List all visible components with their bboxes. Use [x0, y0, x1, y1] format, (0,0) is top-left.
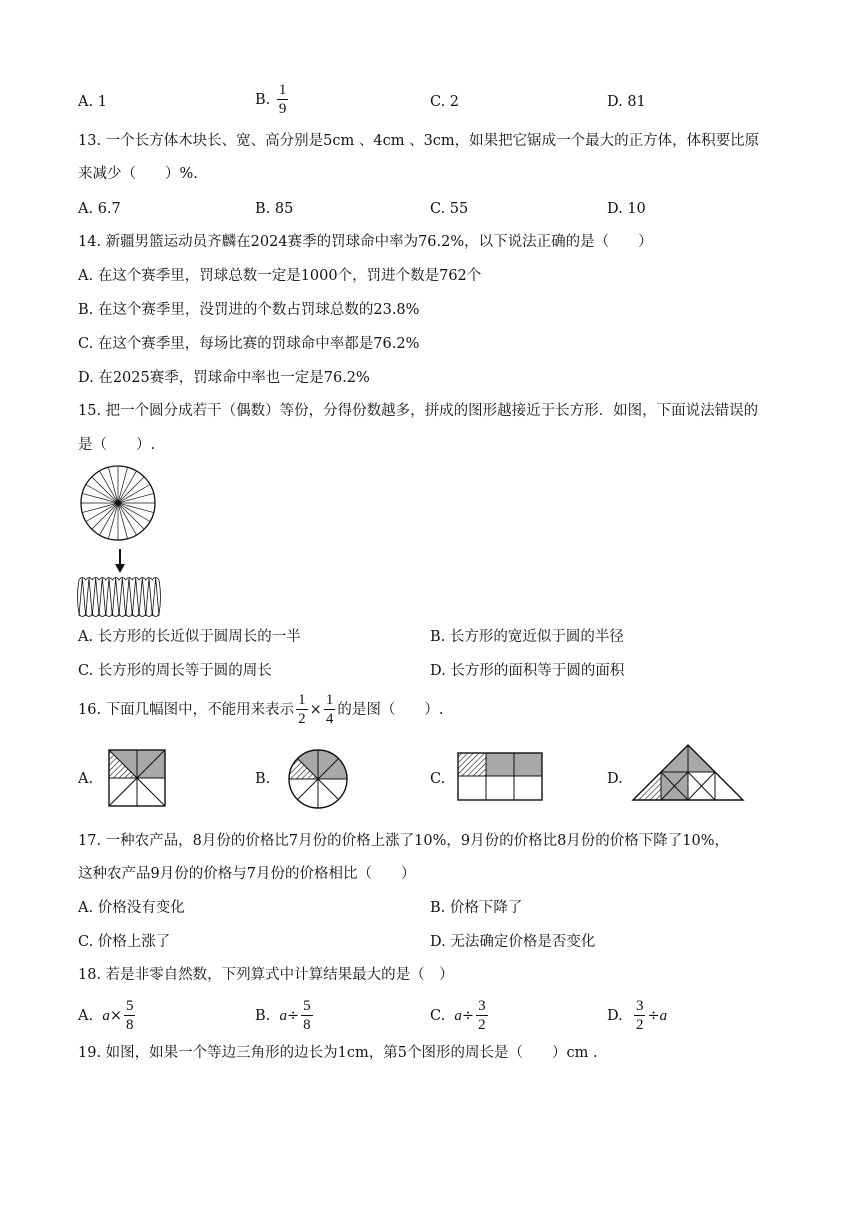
down-arrow-icon — [115, 564, 125, 573]
q15-option-d[interactable]: D. 长方形的面积等于圆的面积 — [430, 663, 625, 679]
q16-option-b-label[interactable]: B. — [255, 771, 271, 787]
q13-option-a[interactable]: A. 6.7 — [78, 201, 121, 217]
sector-zigzag — [79, 578, 159, 616]
fraction-denominator: 4 — [325, 711, 334, 727]
fraction — [124, 999, 136, 1033]
q18-option-a[interactable] — [78, 996, 137, 1036]
q19-stem: 19. 如图，如果一个等边三角形的边长为1cm，第5个图形的周长是（ ）cm . — [78, 1045, 598, 1061]
variable-a: a — [659, 1008, 668, 1024]
option-label: D. — [607, 1008, 623, 1024]
q13-stem-line2: 来减少（ ）%. — [78, 166, 198, 182]
fraction-denominator: 2 — [635, 1017, 644, 1033]
q18-stem: 18. 若是非零自然数，下列算式中计算结果最大的是（ ） — [78, 967, 454, 983]
q14-stem: 14. 新疆男篮运动员齐麟在2024赛季的罚球命中率为76.2%，以下说法正确的是（ ） — [78, 234, 653, 250]
q15-option-a[interactable]: A. 长方形的长近似于圆周长的一半 — [78, 629, 301, 645]
fraction — [634, 999, 646, 1033]
q14-option-a[interactable]: A. 在这个赛季里，罚球总数一定是1000个，罚进个数是762个 — [78, 268, 482, 284]
times-sign: × — [309, 702, 322, 718]
q15-stem-line2: 是（ ）. — [78, 437, 156, 453]
q16-fraction-half — [296, 693, 308, 727]
q16-option-a-label[interactable]: A. — [78, 771, 94, 787]
rearranged-rectangle — [78, 578, 161, 617]
circle-center-dot — [116, 501, 121, 506]
fraction-numerator: 3 — [478, 998, 486, 1014]
q16-fraction-quarter — [324, 693, 336, 727]
q14-option-b[interactable]: B. 在这个赛季里，没罚进的个数占罚球总数的23.8% — [78, 302, 420, 318]
q15-stem-line1: 15. 把一个圆分成若干（偶数）等份，分得份数越多，拼成的图形越接近于长方形．如图，下面说法错误的 — [78, 403, 759, 419]
q16-option-c-label[interactable]: C. — [430, 771, 446, 787]
q17-option-c[interactable]: C. 价格上涨了 — [78, 934, 171, 950]
q12-option-b-label: B. — [255, 92, 271, 108]
q13-option-d[interactable]: D. 10 — [607, 201, 646, 217]
operator: ÷ — [461, 1008, 475, 1024]
q18-option-d[interactable] — [607, 996, 667, 1036]
q16-figure-a-square[interactable] — [108, 749, 166, 807]
q17-option-b[interactable]: B. 价格下降了 — [430, 900, 523, 916]
q15-option-b[interactable]: B. 长方形的宽近似于圆的半径 — [430, 629, 624, 645]
fraction-numerator: 5 — [125, 998, 134, 1014]
fraction-numerator: 5 — [303, 998, 311, 1014]
q17-option-d[interactable]: D. 无法确定价格是否变化 — [430, 934, 596, 950]
operator: × — [109, 1008, 122, 1024]
q13-stem-line1: 13. 一个长方体木块长、宽、高分别是5cm 、4cm 、3cm，如果把它锯成一个最大的正方体，体积要比原 — [78, 133, 760, 149]
fraction-denominator: 2 — [298, 711, 306, 727]
q13-option-c[interactable]: C. 55 — [430, 201, 469, 217]
variable-a: a — [279, 1008, 287, 1024]
rectangle-top-edge — [79, 578, 159, 581]
rectangle-right-edge — [159, 580, 161, 614]
q15-option-c[interactable]: C. 长方形的周长等于圆的周长 — [78, 663, 272, 679]
q14-option-d[interactable]: D. 在2025赛季，罚球命中率也一定是76.2% — [78, 370, 370, 386]
fraction-denominator: 8 — [125, 1017, 134, 1033]
q17-stem-line1: 17. 一种农产品，8月份的价格比7月份的价格上涨了10%，9月份的价格比8月份的价格下降了10%， — [78, 833, 730, 849]
q17-option-a[interactable]: A. 价格没有变化 — [78, 900, 185, 916]
variable-a: a — [102, 1008, 110, 1024]
q12-option-b-fraction — [277, 83, 289, 117]
q12-option-c[interactable]: C. 2 — [430, 94, 460, 110]
fraction — [476, 999, 488, 1033]
q16-figure-c-rectangle[interactable] — [457, 752, 543, 802]
q16-stem-suffix: 的是图（ ）. — [337, 702, 444, 718]
fraction-numerator: 1 — [325, 692, 334, 708]
variable-a: a — [454, 1008, 462, 1024]
fraction-numerator: 1 — [278, 82, 287, 98]
q12-option-b[interactable] — [255, 83, 290, 117]
q18-option-b[interactable] — [255, 996, 315, 1036]
q14-option-c[interactable]: C. 在这个赛季里，每场比赛的罚球命中率都是76.2% — [78, 336, 420, 352]
operator: ÷ — [286, 1008, 300, 1024]
q18-option-c[interactable] — [430, 996, 490, 1036]
q16-figure-b-circle[interactable] — [287, 748, 349, 810]
operator: ÷ — [647, 1008, 660, 1024]
q17-stem-line2: 这种农产品9月份的价格与7月份的价格相比（ ） — [78, 866, 416, 882]
circle-to-rectangle-figure — [76, 465, 166, 620]
q13-option-b[interactable]: B. 85 — [255, 201, 294, 217]
rectangle-left-edge — [78, 580, 80, 614]
q16-figure-d-triangle[interactable] — [632, 744, 744, 802]
fraction-denominator: 8 — [303, 1017, 311, 1033]
q16-stem — [78, 692, 443, 728]
fraction — [301, 999, 313, 1033]
fraction-numerator: 1 — [298, 692, 306, 708]
q12-option-d[interactable]: D. 81 — [607, 94, 646, 110]
fraction-denominator: 9 — [278, 101, 287, 117]
fraction-numerator: 3 — [635, 998, 644, 1014]
option-label: A. — [78, 1008, 94, 1024]
q16-stem-prefix: 16. 下面几幅图中，不能用来表示 — [78, 702, 295, 718]
fraction-denominator: 2 — [478, 1017, 486, 1033]
q12-option-a[interactable]: A. 1 — [78, 94, 107, 110]
option-label: C. — [430, 1008, 446, 1024]
q16-option-d-label[interactable]: D. — [607, 771, 623, 787]
option-label: B. — [255, 1008, 271, 1024]
